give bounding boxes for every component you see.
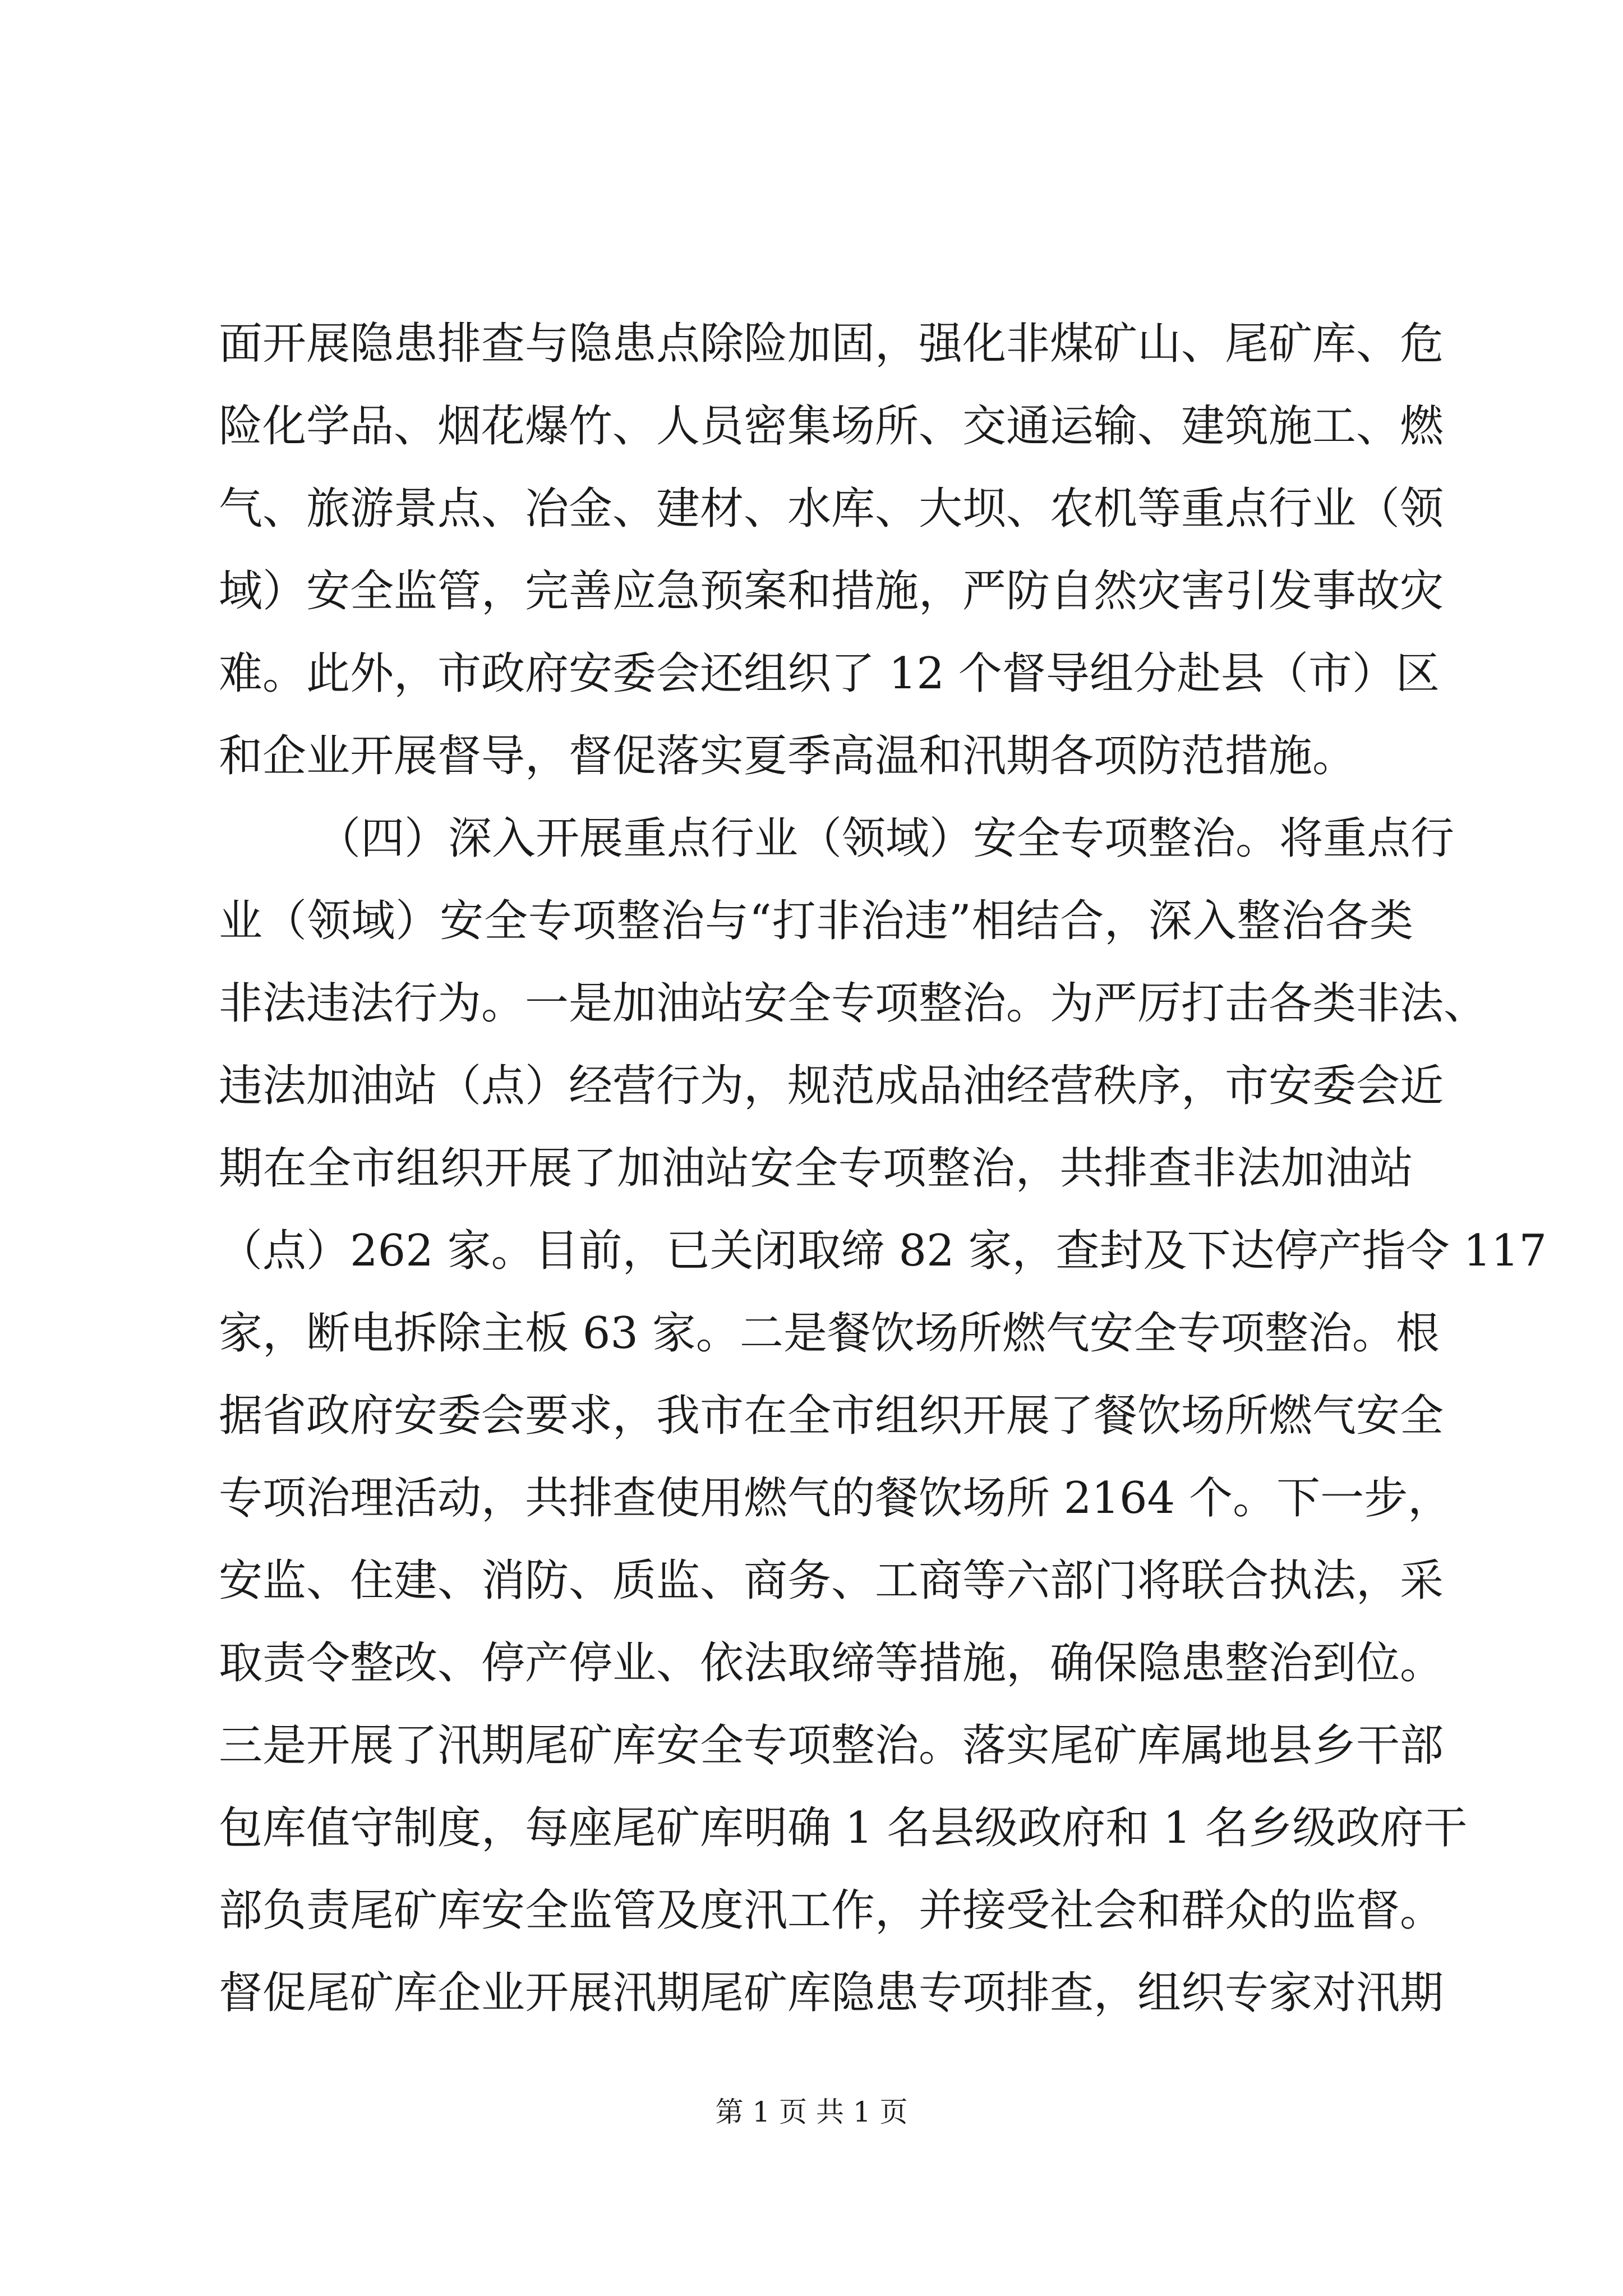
text-line: 非法违法行为。一是加油站安全专项整治。为严厉打击各类非法、 [219, 978, 1488, 1029]
text-line: 违法加油站（点）经营行为，规范成品油经营秩序，市安委会近 [219, 1061, 1444, 1111]
text-line: （点）262 家。目前，已关闭取缔 82 家，查封及下达停产指令 117 [219, 1226, 1547, 1276]
text-line: 和企业开展督导，督促落实夏季高温和汛期各项防范措施。 [219, 731, 1357, 781]
text-line: 险化学品、烟花爆竹、人员密集场所、交通运输、建筑施工、燃 [219, 401, 1444, 452]
text-line: 气、旅游景点、冶金、建材、水库、大坝、农机等重点行业（领 [219, 484, 1444, 534]
text-line: 督促尾矿库企业开展汛期尾矿库隐患专项排查，组织专家对汛期 [219, 1968, 1444, 2018]
text-line: 期在全市组织开展了加油站安全专项整治，共排查非法加油站 [219, 1143, 1413, 1194]
page-footer: 第 1 页 共 1 页 [715, 2096, 908, 2128]
text-line: 域）安全监管，完善应急预案和措施，严防自然灾害引发事故灾 [219, 566, 1444, 616]
body-text [219, 303, 1547, 2035]
text-line: 部负责尾矿库安全监管及度汛工作，并接受社会和群众的监督。 [219, 1885, 1444, 1936]
text-line: 专项治理活动，共排查使用燃气的餐饮场所 2164 个。下一步， [219, 1473, 1452, 1524]
text-line: 业（领域）安全专项整治与“打非治违”相结合，深入整治各类 [219, 896, 1413, 946]
text-line: 安监、住建、消防、质监、商务、工商等六部门将联合执法，采 [219, 1556, 1444, 1606]
text-line: 面开展隐患排查与隐患点除险加固，强化非煤矿山、尾矿库、危 [219, 319, 1444, 369]
text-line: （四）深入开展重点行业（领域）安全专项整治。将重点行 [317, 813, 1455, 864]
text-line: 三是开展了汛期尾矿库安全专项整治。落实尾矿库属地县乡干部 [219, 1720, 1444, 1771]
text-line: 包库值守制度，每座尾矿库明确 1 名县级政府和 1 名乡级政府干 [219, 1803, 1468, 1853]
text-line: 难。此外，市政府安委会还组织了 12 个督导组分赴县（市）区 [219, 648, 1440, 699]
text-line: 家，断电拆除主板 63 家。二是餐饮场所燃气安全专项整治。根 [219, 1308, 1440, 1359]
text-line: 据省政府安委会要求，我市在全市组织开展了餐饮场所燃气安全 [219, 1391, 1444, 1441]
text-line: 取责令整改、停产停业、依法取缔等措施，确保隐患整治到位。 [219, 1638, 1444, 1688]
